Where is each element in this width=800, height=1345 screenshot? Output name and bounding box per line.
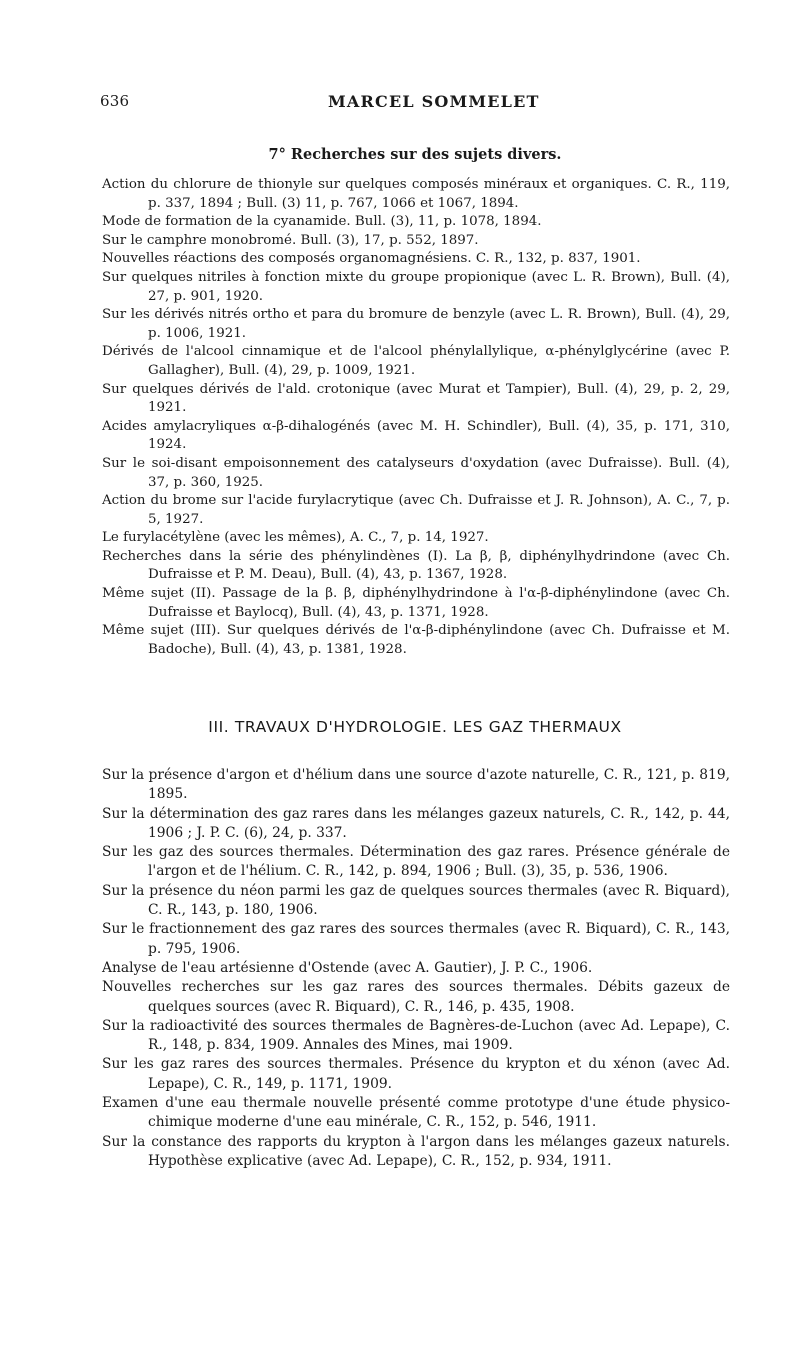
bibliography-entry <box>102 1094 730 1133</box>
bibliography-entry <box>102 1133 730 1172</box>
entry-text: Même sujet (III). Sur quelques dérivés de l'α-β-diphénylindone (avec Ch. Dufraisse et M. Badoche), Bull. (4), 43, p. 1381, 1928. <box>102 623 730 657</box>
bibliography-entry <box>102 269 730 306</box>
bibliography-entry <box>102 529 730 548</box>
entry-text: Sur la présence du néon parmi les gaz de quelques sources thermales (avec R. Biquard), C. R., 143, p. 180, 1906. <box>102 882 730 919</box>
entry-text: Recherches dans la série des phénylindènes (I). La β, β, diphénylhydrindone (avec Ch. Dufraisse et P. M. Deau), Bull. (4), 43, p. 1367, 1928. <box>102 548 730 583</box>
bibliography-entry <box>102 978 730 1017</box>
bibliography-entry <box>102 1055 730 1094</box>
bibliography-entry <box>102 920 730 959</box>
entry-text: Action du chlorure de thionyle sur quelques composés minéraux et organiques. C. R., 119, p. 337, 1894 ; Bull. (3) 11, p. 767, 1066 et 1067, 1894. <box>102 177 730 211</box>
entry-text: Sur quelques dérivés de l'ald. crotonique (avec Murat et Tampier), Bull. (4), 29, p. 2, 29, 1921. <box>102 381 730 416</box>
entry-text: Sur les dérivés nitrés ortho et para du bromure de benzyle (avec L. R. Brown), Bull. (4), 29, p. 1006, 1921. <box>102 307 730 341</box>
bibliography-list-hydrology <box>102 766 730 1171</box>
bibliography-entry <box>102 585 730 622</box>
entry-text: Examen d'une eau thermale nouvelle présenté comme prototype d'une étude physico-chimique moderne d'une eau minérale, C. R., 152, p. 546, 1911. <box>102 1095 730 1131</box>
bibliography-entry <box>102 381 730 418</box>
bibliography-entry <box>102 250 730 269</box>
section-title-hydrology: III. TRAVAUX D'HYDROLOGIE. LES GAZ THERMAUX <box>208 718 622 736</box>
entry-text: Nouvelles recherches sur les gaz rares des sources thermales. Débits gazeux de quelques sources (avec R. Biquard), C. R., 146, p. 435, 1908. <box>102 979 730 1015</box>
bibliography-entry <box>102 418 730 455</box>
bibliography-entry <box>102 959 730 978</box>
entry-text: Sur la constance des rapports du krypton à l'argon dans les mélanges gazeux naturels. Hypothèse explicative (avec Ad. Lepape), C. R., 152, p. 934, 1911. <box>102 1133 730 1169</box>
entry-text: Acides amylacryliques α-β-dihalogénés (avec M. H. Schindler), Bull. (4), 35, p. 171, 310, 1924. <box>102 418 730 453</box>
bibliography-entry <box>102 232 730 251</box>
entry-text: Sur le fractionnement des gaz rares des sources thermales (avec R. Biquard), C. R., 143, p. 795, 1906. <box>102 921 730 957</box>
running-head: MARCEL SOMMELET <box>328 92 540 111</box>
entry-text: Sur quelques nitriles à fonction mixte du groupe propionique (avec L. R. Brown), Bull. (4), 27, p. 901, 1920. <box>102 269 730 304</box>
bibliography-list-miscellaneous <box>102 176 730 659</box>
bibliography-entry <box>102 1017 730 1056</box>
bibliography-entry <box>102 882 730 921</box>
bibliography-entry <box>102 766 730 805</box>
entry-text: Sur la présence d'argon et d'hélium dans une source d'azote naturelle, C. R., 121, p. 819, 1895. <box>102 767 730 803</box>
entry-text: Dérivés de l'alcool cinnamique et de l'alcool phénylallylique, α-phénylglycérine (avec P. Gallagher), Bull. (4), 29, p. 1009, 1921. <box>102 344 730 378</box>
bibliography-entry <box>102 343 730 380</box>
bibliography-entry <box>102 455 730 492</box>
bibliography-entry <box>102 805 730 844</box>
entry-text: Action du brome sur l'acide furylacrytique (avec Ch. Dufraisse et J. R. Johnson), A. C., 7, p. 5, 1927. <box>102 493 730 527</box>
entry-text: Mode de formation de la cyanamide. Bull. (3), 11, p. 1078, 1894. <box>102 214 542 230</box>
bibliography-entry <box>102 176 730 213</box>
bibliography-entry <box>102 622 730 659</box>
bibliography-entry <box>102 548 730 585</box>
section-title-miscellaneous: 7° Recherches sur des sujets divers. <box>268 146 562 163</box>
entry-text: Le furylacétylène (avec les mêmes), A. C., 7, p. 14, 1927. <box>102 530 489 546</box>
entry-text: Sur la radioactivité des sources thermales de Bagnères-de-Luchon (avec Ad. Lepape), C. R., 148, p. 834, 1909. Annales des Mines, mai 1909. <box>102 1017 730 1054</box>
entry-text: Sur le camphre monobromé. Bull. (3), 17, p. 552, 1897. <box>102 232 479 248</box>
bibliography-entry <box>102 492 730 529</box>
entry-text: Sur les gaz des sources thermales. Détermination des gaz rares. Présence générale de l'argon et de l'hélium. C. R., 142, p. 894, 1906 ; Bull. (3), 35, p. 536, 1906. <box>102 844 730 880</box>
bibliography-entry <box>102 843 730 882</box>
bibliography-entry <box>102 306 730 343</box>
entry-text: Analyse de l'eau artésienne d'Ostende (avec A. Gautier), J. P. C., 1906. <box>102 959 593 976</box>
page-header <box>100 92 730 114</box>
entry-text: Sur les gaz rares des sources thermales. Présence du krypton et du xénon (avec Ad. Lepape), C. R., 149, p. 1171, 1909. <box>102 1056 730 1092</box>
entry-text: Même sujet (II). Passage de la β. β, diphénylhydrindone à l'α-β-diphénylindone (avec Ch. Dufraisse et Baylocq), Bull. (4), 43, p. 1371, 1928. <box>102 586 730 620</box>
entry-text: Nouvelles réactions des composés organomagnésiens. C. R., 132, p. 837, 1901. <box>102 251 641 267</box>
entry-text: Sur la détermination des gaz rares dans les mélanges gazeux naturels, C. R., 142, p. 44, 1906 ; J. P. C. (6), 24, p. 337. <box>102 805 730 841</box>
page-number: 636 <box>100 92 130 110</box>
bibliography-entry <box>102 213 730 232</box>
entry-text: Sur le soi-disant empoisonnement des catalyseurs d'oxydation (avec Dufraisse). Bull. (4), 37, p. 360, 1925. <box>102 455 730 490</box>
